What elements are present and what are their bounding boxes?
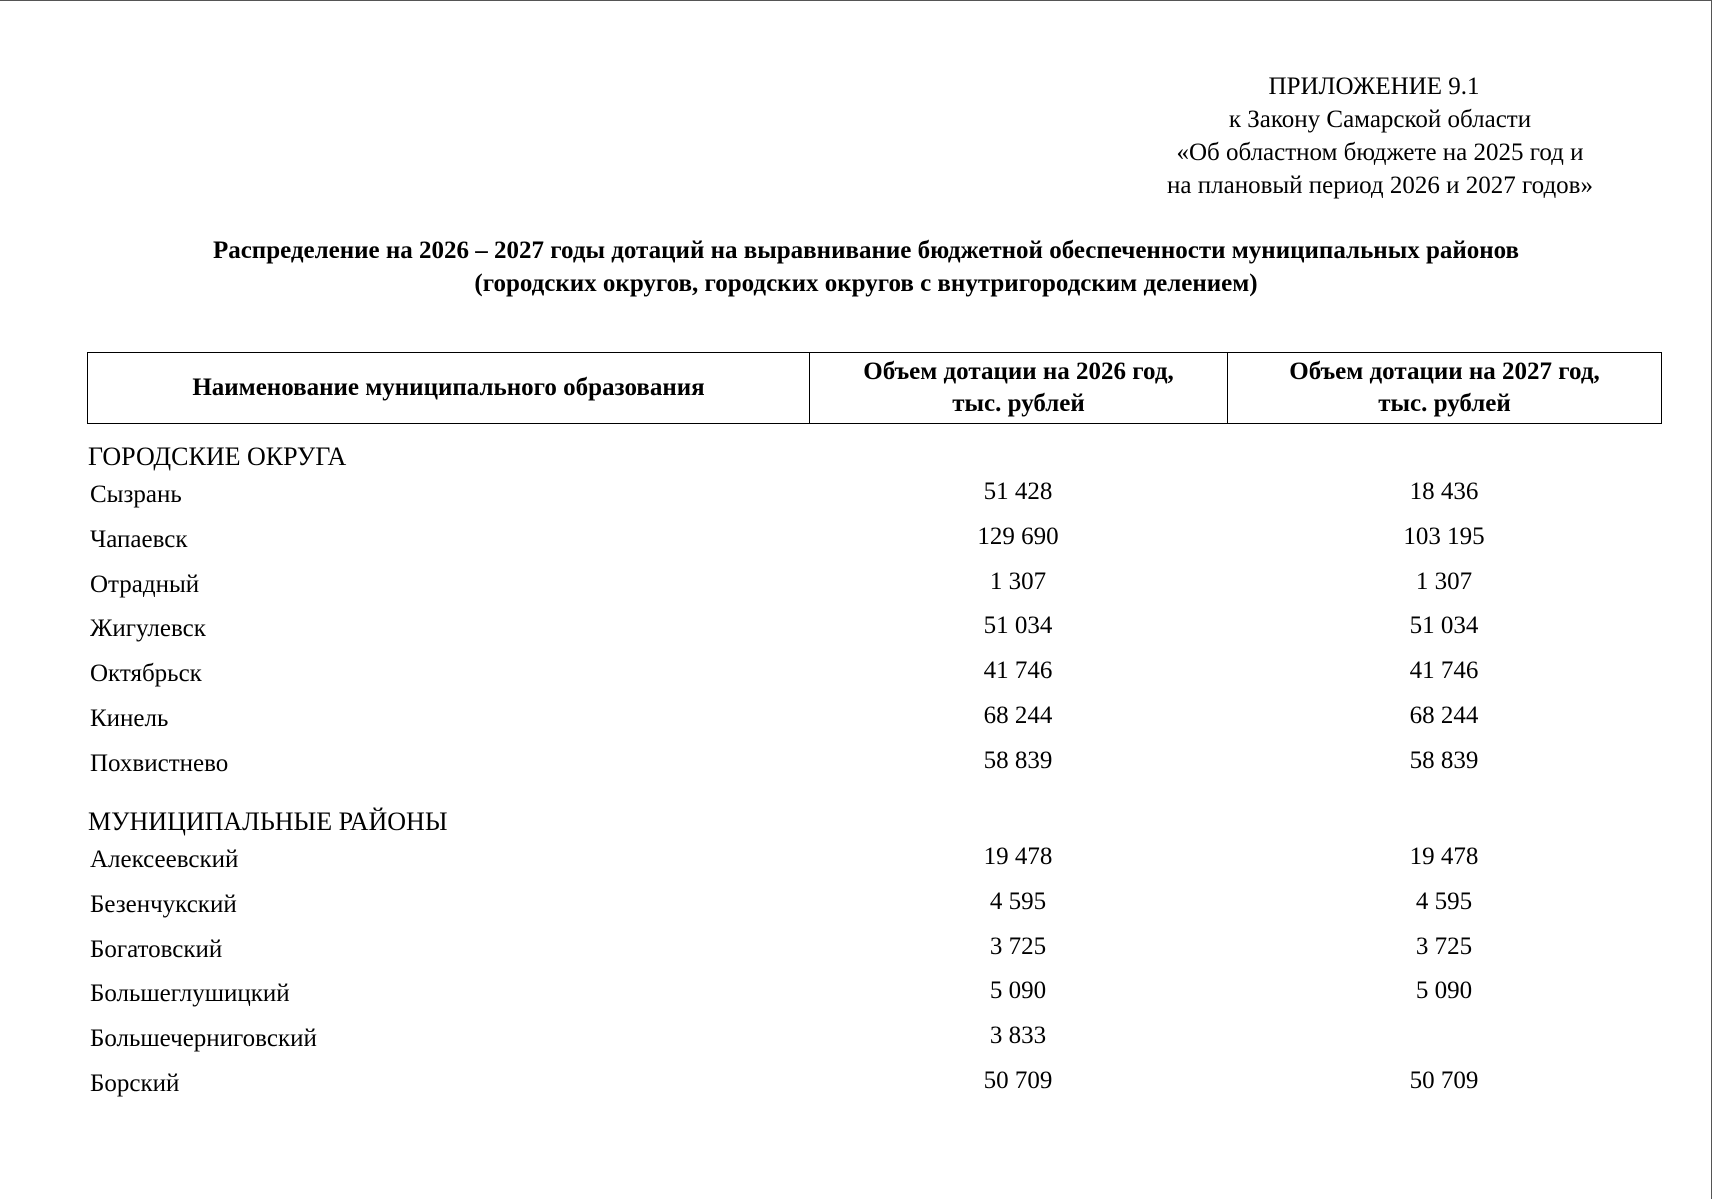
subsidy-2027: 68 244 <box>1409 702 1479 729</box>
table-row <box>0 747 1713 781</box>
subsidy-2027: 50 709 <box>1409 1067 1479 1094</box>
subsidy-2026: 58 839 <box>983 746 1053 774</box>
subsidy-2027: 18 436 <box>1409 478 1479 505</box>
subsidy-2026: 51 428 <box>983 478 1053 505</box>
municipality-name: Алексеевский <box>90 846 239 873</box>
subsidy-2027: 19 478 <box>1409 843 1479 870</box>
municipality-name: Отрадный <box>90 570 200 598</box>
table-row <box>0 702 1713 736</box>
document-title-line1: Распределение на 2026 – 2027 годы дотаций на выравнивание бюджетной обеспеченности муниципальных районов <box>212 237 1520 264</box>
column-header-2026: Объем дотации на 2026 год, тыс. рублей <box>810 353 1228 423</box>
appendix-law-title-line1: «Об областном бюджете на 2025 год и <box>1176 139 1584 166</box>
table-header <box>87 352 1662 424</box>
table-row <box>0 612 1713 646</box>
municipality-name: Чапаевск <box>90 525 188 553</box>
table-row <box>0 1067 1713 1101</box>
municipality-name: Большечерниговский <box>90 1025 317 1053</box>
appendix-law-title-line2: на плановый период 2026 и 2027 годов» <box>1167 172 1593 199</box>
subsidy-2026: 1 307 <box>989 567 1047 595</box>
subsidy-2026: 5 090 <box>989 977 1047 1005</box>
document-title-line2: (городских округов, городских округов с внутригородским делением) <box>474 270 1258 297</box>
municipality-name: Борский <box>90 1070 180 1097</box>
municipality-name: Кинель <box>90 705 169 732</box>
subsidy-2027: 5 090 <box>1415 977 1473 1005</box>
subsidy-2026: 68 244 <box>983 702 1053 729</box>
subsidy-2026: 3 725 <box>989 932 1047 960</box>
column-header-2027: Объем дотации на 2027 год, тыс. рублей <box>1289 358 1600 417</box>
subsidy-2027: 51 034 <box>1409 612 1479 640</box>
table-row <box>0 478 1713 512</box>
table-row <box>0 888 1713 922</box>
subsidy-2027: 3 725 <box>1415 932 1473 960</box>
table-row <box>0 1022 1713 1056</box>
section-title: ГОРОДСКИЕ ОКРУГА <box>88 442 347 471</box>
subsidy-2026: 41 746 <box>983 657 1053 685</box>
subsidy-2027: 41 746 <box>1409 657 1479 685</box>
subsidy-2026: 19 478 <box>983 843 1053 870</box>
municipality-name: Жигулевск <box>90 615 206 643</box>
table-row <box>0 568 1713 602</box>
subsidy-2026: 129 690 <box>977 522 1059 550</box>
municipality-name: Октябрьск <box>90 660 202 688</box>
municipality-name: Богатовский <box>90 935 223 963</box>
section-title: МУНИЦИПАЛЬНЫЕ РАЙОНЫ <box>88 807 448 836</box>
table-row <box>0 523 1713 557</box>
municipality-name: Безенчукский <box>90 890 237 918</box>
table-row <box>0 843 1713 877</box>
appendix-number: ПРИЛОЖЕНИЕ 9.1 <box>1268 73 1480 100</box>
municipality-name: Большеглушицкий <box>90 980 290 1008</box>
table-row <box>0 933 1713 967</box>
subsidy-2026: 50 709 <box>983 1067 1053 1094</box>
table-row <box>0 657 1713 691</box>
municipality-name: Похвистнево <box>90 749 229 777</box>
table-row <box>0 977 1713 1011</box>
subsidy-2026: 51 034 <box>983 612 1053 640</box>
subsidy-2027: 103 195 <box>1403 522 1485 550</box>
appendix-header <box>1040 70 1713 202</box>
subsidy-2026: 3 833 <box>989 1022 1047 1050</box>
subsidy-2027: 58 839 <box>1409 746 1479 774</box>
subsidy-2027: 4 595 <box>1415 887 1473 915</box>
column-header-name: Наименование муниципального образования <box>88 353 810 423</box>
municipality-name: Сызрань <box>90 481 182 508</box>
appendix-law-reference: к Закону Самарской области <box>1228 106 1532 133</box>
document-title <box>86 234 1646 300</box>
subsidy-2027: 1 307 <box>1415 567 1473 595</box>
subsidy-2026: 4 595 <box>989 887 1047 915</box>
